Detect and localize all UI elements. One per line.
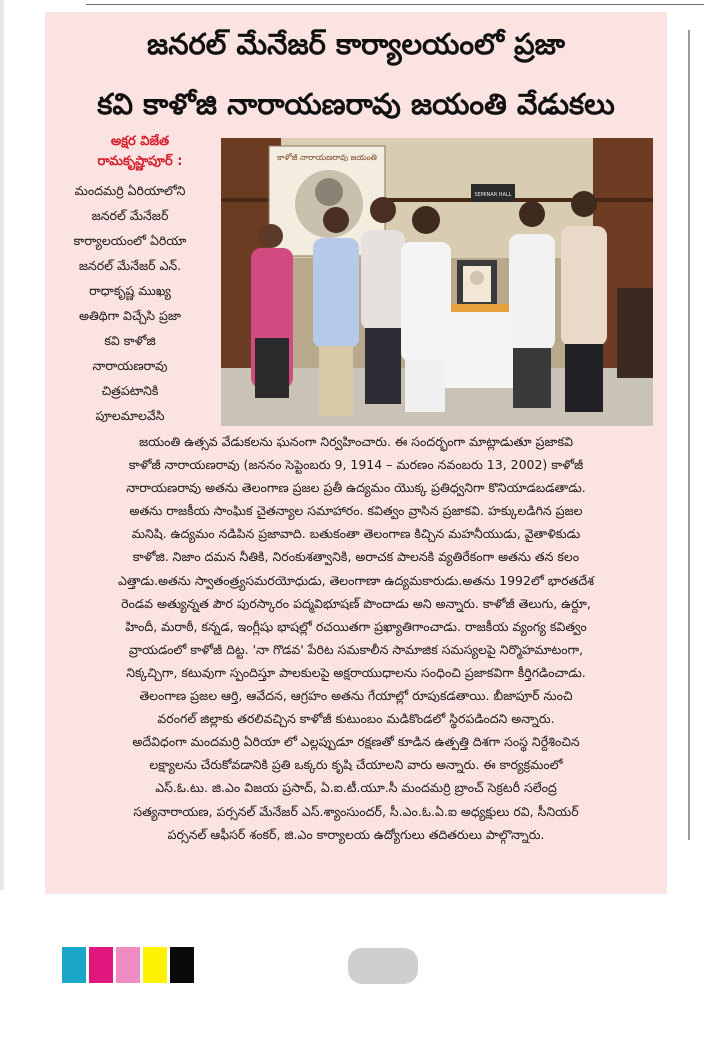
intro-line: నారాయణరావు: [92, 358, 168, 373]
news-article: [45, 12, 667, 894]
byline-reporter: అక్షర విజేత: [110, 134, 170, 149]
body-line: నిక్కచ్చిగా, కటువుగా స్పందిస్తూ పాలకులపై అక్షరాయుధాలను సంధించి ప్రజాకవిగా కీర్తిగడించాడు.: [126, 664, 586, 680]
body-line: వరంగల్ జిల్లాకు తరలివచ్చిన కాళోజీ కుటుంబం మడికొండలో స్థిరపడిందని అన్నారు.: [157, 711, 555, 727]
print-color-swatches: [62, 947, 197, 983]
intro-line: మందమర్రి ఏరియాలోని: [74, 183, 186, 198]
headline-line-2: కవి కాళోజి నారాయణరావు జయంతి వేడుకలు: [97, 87, 615, 121]
magenta-swatch: [89, 947, 113, 983]
body-line: జయంతి ఉత్సవ వేడుకలను ఘనంగా నిర్వహించారు. ఈ సందర్భంగా మాట్లాడుతూ ప్రజాకవి: [138, 434, 574, 449]
body-line: వ్రాయడంలో కాళోజీ దిట్ట. 'నా గొడవ' పేరిట సమకాలీన సామాజిక సమస్యలపై నిర్మొహమాటంగా,: [128, 641, 584, 657]
headline-line-1: జనరల్ మేనేజర్ కార్యాలయంలో ప్రజా: [147, 27, 565, 61]
body-line: ఎత్తాడు.అతను స్వాతంత్ర్యసమరయోధుడు, తెలంగాణా ఉద్యమకారుడు.అతను 1992లో భారతదేశ: [117, 572, 595, 588]
banner-text: కాళోజీ నారాయణరావు జయంతి: [277, 153, 377, 162]
body-line: మనిషి. ఉద్యమం నడిపిన ప్రజావాది. బతుకంతా తెలంగాణ కిచ్చిన మహనీయుడు, వైతాళికుడు: [131, 526, 581, 542]
body-line: హిందీ, మరాఠీ, కన్నడ, ఇంగ్లీషు భాషల్లో రచయితగా ప్రఖ్యాతిగాంచాడు. రాజకీయ వ్యంగ్య కవిత్వం: [125, 618, 587, 634]
scroll-pill[interactable]: [348, 948, 418, 984]
body-line: రెండవ అత్యున్నత పౌర పురస్కారం పద్మవిభూషణ్ పొందాడు అని అన్నారు. కాళోజీ తెలుగు, ఉర్దూ,: [121, 595, 591, 611]
byline: [85, 132, 195, 172]
byline-place: రామకృష్ణాపూర్ :: [97, 154, 183, 169]
room-sign: SEMINAR HALL: [474, 192, 512, 198]
body-line: నారాయణరావు అతను తెలంగాణ ప్రజల ప్రతీ ఉద్యమం యొక్క ప్రతిధ్వనిగా కొనియాడబడతాడు.: [126, 480, 586, 496]
body-line: సత్యనారాయణ, పర్సనల్ మేనేజర్ ఎస్.శ్యాంసుందర్, సీ.ఎం.ఓ.ఏ.ఐ అధ్యక్షులు రవి, సీనియర్: [133, 803, 579, 819]
body-line: ఎస్.ఓ.టు. జి.ఎం విజయ ప్రసాద్, ఏ.ఐ.టీ.యూ.సీ మందమర్రి బ్రాంచ్ సెక్రటరీ సలేంద్ర: [155, 780, 557, 796]
intro-line: రాధాకృష్ణ ముఖ్య: [89, 283, 171, 298]
intro-line: జనరల్ మేనేజర్ ఎన్.: [78, 258, 182, 273]
body-line: కాళోజి. నిజాం దమన నీతికి, నిరంకుశత్వానికి, అరాచక పాలనకి వ్యతిరేకంగా అతను తన కలం: [132, 549, 580, 565]
body-line: తెలంగాణ ప్రజల ఆర్తి, ఆవేదన, ఆగ్రహం అతను గేయాల్లో రూపుకడతాయి. బీజాపూర్ నుంచి: [139, 688, 573, 704]
top-rule: [86, 4, 704, 5]
intro-line: జనరల్ మేనేజర్: [91, 208, 169, 223]
body-line: పర్సనల్ ఆఫీసర్ శంకర్, జి.ఎం కార్యాలయ ఉద్యోగులు తదితరులు పాల్గొన్నారు.: [167, 826, 545, 842]
event-photo: [221, 138, 653, 426]
intro-line: అతిథిగా విచ్చేసి ప్రజా: [78, 308, 182, 323]
body-line: అదేవిధంగా మందమర్రి ఏరియా లో ఎల్లప్పుడూ రక్షణతో కూడిన ఉత్పత్తి దిశగా సంస్థ నిర్దేశించిన: [132, 734, 580, 750]
body-line: కాళోజీ నారాయణరావు (జననం సెప్టెంబరు 9, 1914 – మరణం నవంబరు 13, 2002) కాళోజీ: [128, 457, 584, 473]
wrapped-intro: [45, 178, 215, 428]
yellow-swatch: [143, 947, 167, 983]
event-photo-illustration: [221, 138, 653, 426]
cyan-swatch: [62, 947, 86, 983]
article-body: [45, 430, 667, 846]
page-edge: [0, 0, 4, 890]
body-line: లక్ష్యాలను చేరుకోవడానికి ప్రతి ఒక్కరు కృషి చేయాలని వారు అన్నారు. ఈ కార్యక్రమంలో: [149, 757, 563, 773]
pink-swatch: [116, 947, 140, 983]
intro-line: పూలమాలవేసి: [95, 408, 165, 423]
column-rule: [688, 30, 690, 840]
intro-line: కార్యాలయంలో ఏరియా: [73, 233, 187, 248]
body-line: అతను రాజకీయ సాంఘిక చైతన్యాల సమాహారం. కవిత్వం వ్రాసిన ప్రజాకవి. హక్కులడిగిన ప్రజల: [129, 503, 583, 519]
intro-line: కవి కాళోజి: [104, 333, 156, 348]
black-swatch: [170, 947, 194, 983]
intro-line: చిత్రపటానికి: [101, 383, 159, 398]
